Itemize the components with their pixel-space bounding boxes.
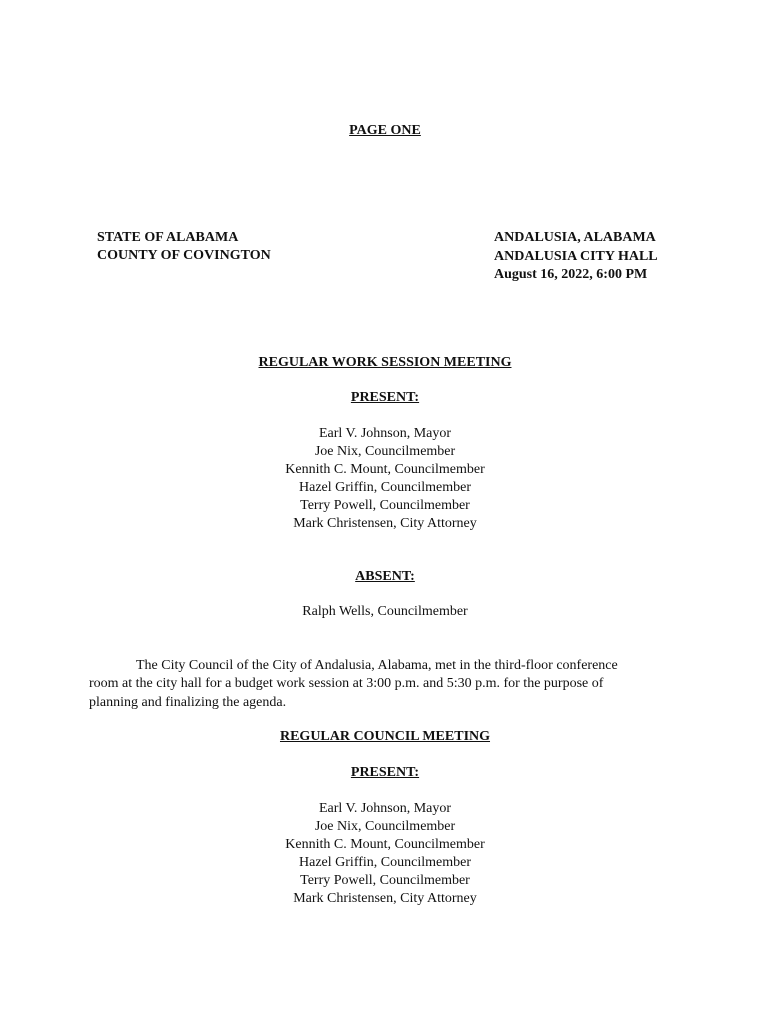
list-item: Terry Powell, Councilmember bbox=[300, 872, 470, 888]
page-title: PAGE ONE bbox=[349, 123, 421, 138]
list-item: Terry Powell, Councilmember bbox=[300, 497, 470, 513]
header-left-block bbox=[97, 229, 271, 265]
header-right-block bbox=[494, 229, 658, 285]
work-session-present-list bbox=[0, 425, 770, 532]
paragraph-line: The City Council of the City of Andalusia, Alabama, met in the third-floor conference bbox=[136, 658, 618, 673]
list-item: Kennith C. Mount, Councilmember bbox=[285, 836, 485, 852]
council-meeting-title: REGULAR COUNCIL MEETING bbox=[279, 729, 491, 744]
work-session-present-label: PRESENT: bbox=[350, 390, 420, 405]
header-date: August 16, 2022, 6:00 PM bbox=[494, 267, 648, 282]
work-session-paragraph bbox=[89, 657, 671, 712]
work-session-title: REGULAR WORK SESSION MEETING bbox=[258, 355, 512, 370]
work-session-absent-label: ABSENT: bbox=[355, 569, 415, 584]
council-meeting-present-label: PRESENT: bbox=[350, 765, 420, 780]
list-item: Hazel Griffin, Councilmember bbox=[299, 479, 471, 495]
council-meeting-present-list bbox=[0, 800, 770, 907]
header-city: ANDALUSIA, ALABAMA bbox=[494, 230, 656, 245]
list-item: Earl V. Johnson, Mayor bbox=[318, 426, 452, 441]
list-item: Mark Christensen, City Attorney bbox=[293, 890, 477, 906]
list-item: Ralph Wells, Councilmember bbox=[302, 604, 468, 619]
paragraph-line: room at the city hall for a budget work session at 3:00 p.m. and 5:30 p.m. for the purpose of bbox=[89, 676, 604, 692]
header-venue: ANDALUSIA CITY HALL bbox=[494, 248, 658, 264]
header-state: STATE OF ALABAMA bbox=[97, 230, 239, 245]
list-item: Joe Nix, Councilmember bbox=[314, 443, 456, 459]
work-session-absent-list bbox=[0, 603, 770, 621]
list-item: Hazel Griffin, Councilmember bbox=[299, 854, 471, 870]
header-county: COUNTY OF COVINGTON bbox=[97, 248, 271, 263]
list-item: Earl V. Johnson, Mayor bbox=[318, 801, 452, 816]
paragraph-line: planning and finalizing the agenda. bbox=[89, 694, 287, 710]
list-item: Joe Nix, Councilmember bbox=[314, 818, 456, 834]
list-item: Kennith C. Mount, Councilmember bbox=[285, 461, 485, 477]
list-item: Mark Christensen, City Attorney bbox=[293, 515, 477, 531]
